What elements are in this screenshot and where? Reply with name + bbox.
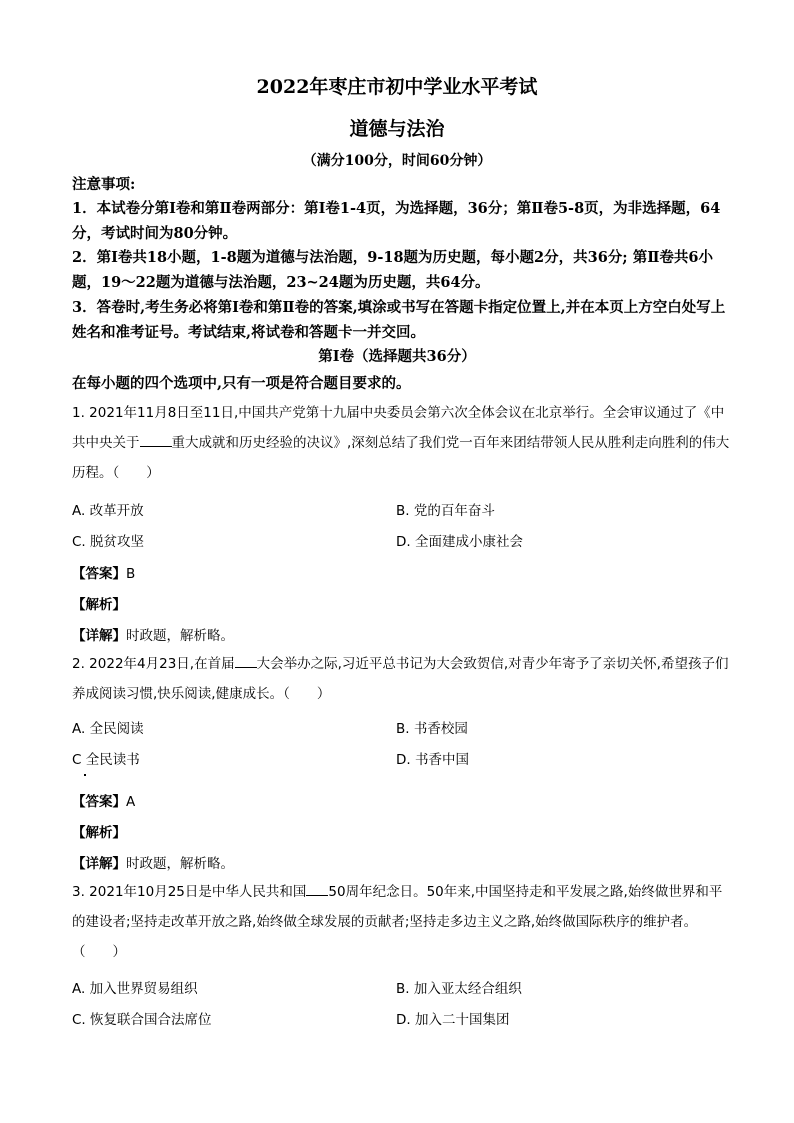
section-instruction: 在每小题的四个选项中,只有一项是符合题目要求的。 [72,375,411,392]
question-2-detail [72,852,234,872]
analysis-label: 【解析】 [72,825,126,841]
question-3-blank [306,883,328,896]
question-1-analysis [72,593,126,613]
question-3-option-b: B. 加入亚太经合组织 [396,981,522,997]
answer-label: 【答案】 [72,566,126,582]
detail-text: 时政题，解析略。 [126,628,234,644]
question-1-detail [72,624,234,644]
question-3-stem-part-2: 50周年纪念日。50年来,中国坚持走和平发展之路,始终做世界和平的建设者;坚持走改革开放之路,始终做全球发展的贡献者;坚持走多边主义之路,始终做国际秩序的维护者。（ ） [72,884,723,960]
question-1-answer [72,562,135,582]
question-2-option-a: A. 全民阅读 [72,721,144,737]
question-2-option-c: C 全民读书 [72,752,140,768]
question-2-stem-part-1: 2. 2022年4月23日,在首届 [72,656,235,672]
question-1-option-d: D. 全面建成小康社会 [396,534,523,550]
question-2-answer [72,790,135,810]
exam-subject: 道德与法治 [349,118,445,140]
question-2-blank [235,655,257,668]
exam-title: 2022年枣庄市初中学业水平考试 [256,76,538,98]
question-2-stem-part-2: 大会举办之际,习近平总书记为大会致贺信,对青少年寄予了亲切关怀,希望孩子们养成阅读习惯,快乐阅读,健康成长。（ ） [72,656,729,702]
notes-item-3: 3．答卷时,考生务必将第Ⅰ卷和第Ⅱ卷的答案,填涂或书写在答题卡指定位置上,并在本页上方空白处写上姓名和准考证号。考试结束,将试卷和答题卡一并交回。 [72,299,726,341]
answer-value: B [126,566,136,582]
notes-item-2: 2．第Ⅰ卷共18小题，1-8题为道德与法治题，9-18题为历史题，每小题2分，共36分; 第Ⅱ卷共6小题，19～22题为道德与法治题，23~24题为历史题，共64分。 [72,249,714,291]
analysis-label: 【解析】 [72,597,126,613]
question-3-stem [72,877,732,967]
question-3-option-d: D. 加入二十国集团 [396,1012,510,1028]
notes-heading: 注意事项: [72,176,136,193]
question-2-option-d: D. 书香中国 [396,752,469,768]
question-1-stem [72,398,732,488]
stray-dot [84,774,86,776]
notes-item-1: 1．本试卷分第Ⅰ卷和第Ⅱ卷两部分：第Ⅰ卷1-4页，为选择题，36分；第Ⅱ卷5-8页，为非选择题，64分，考试时间为80分钟。 [72,200,721,242]
question-1-option-a: A. 改革开放 [72,503,144,519]
question-1-stem-part-1: 1. 2021年11月8日至11日,中国共产党第十九届中央委员会第六次全体会议在北京举行。全会审议通过了《中共中央关于 [72,405,725,451]
exam-meta: （满分100分，时间60分钟） [302,153,492,169]
detail-label: 【详解】 [72,856,126,872]
question-1-option-b: B. 党的百年奋斗 [396,503,495,519]
question-1-stem-part-2: 重大成就和历史经验的决议》,深刻总结了我们党一百年来团结带领人民从胜利走向胜利的伟大历程。（ ） [72,435,730,481]
question-2-option-b: B. 书香校园 [396,721,468,737]
question-3-option-a: A. 加入世界贸易组织 [72,981,198,997]
answer-value: A [126,794,136,810]
question-3-option-c: C. 恢复联合国合法席位 [72,1012,212,1028]
detail-label: 【详解】 [72,628,126,644]
answer-label: 【答案】 [72,794,126,810]
question-1-blank [140,434,172,447]
section-title: 第Ⅰ卷（选择题共36分） [318,348,476,365]
question-2-stem [72,649,732,709]
question-2-analysis [72,821,126,841]
question-1-option-c: C. 脱贫攻坚 [72,534,145,550]
question-3-stem-part-1: 3. 2021年10月25日是中华人民共和国 [72,884,307,900]
detail-text: 时政题，解析略。 [126,856,234,872]
